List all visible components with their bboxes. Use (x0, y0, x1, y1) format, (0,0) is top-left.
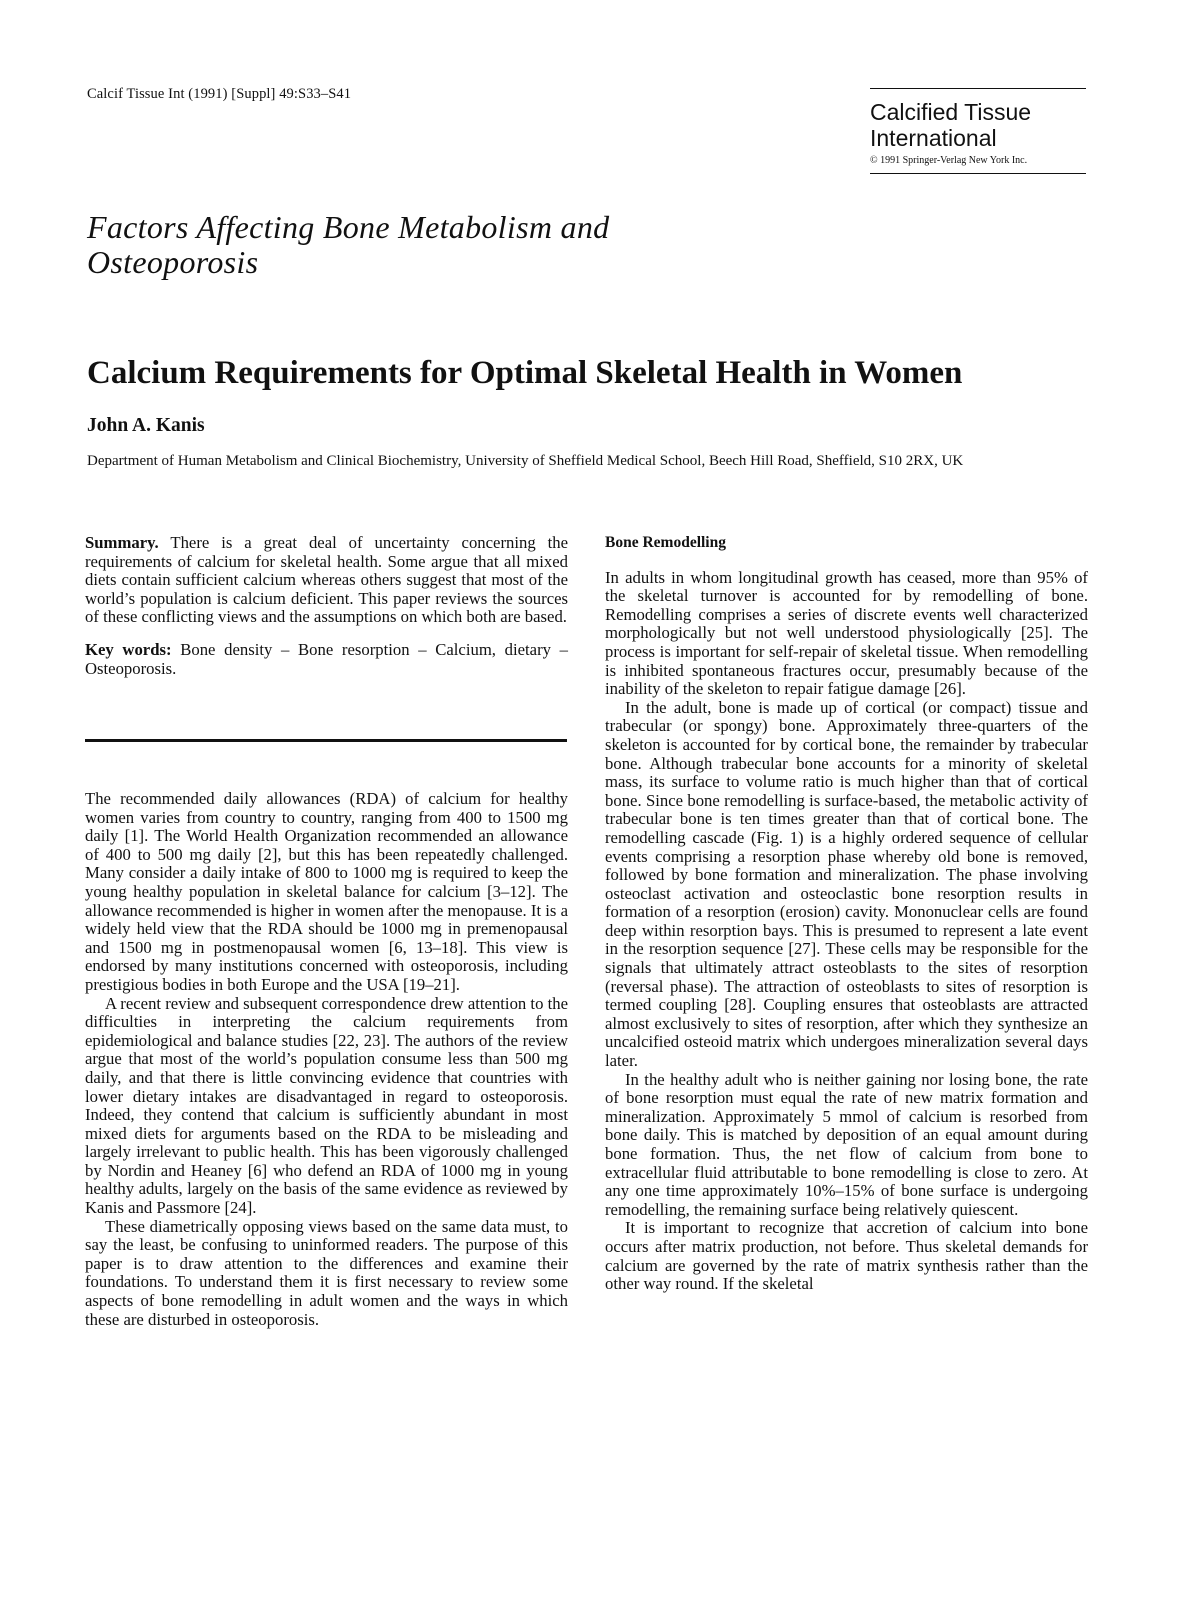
summary-text: There is a great deal of uncertainty concerning the requirements of calcium for skeletal health. Some argue that all mixed diets contain sufficient calcium whereas others suggest that most of the world’s population is calcium deficient. This paper reviews the sources of these conflicting views and the assumptions on which both are based. (85, 533, 569, 627)
body-paragraph: These diametrically opposing views based on the same data must, to say the least, be confusing to uninformed readers. The purpose of this paper is to draw attention to the differences and examine their foundations. To understand them it is first necessary to review some aspects of bone remodelling in adult women and the ways in which these are disturbed in osteoporosis. (85, 1216, 568, 1329)
author-name: John A. Kanis (87, 415, 205, 436)
subsection-heading: Bone Remodelling (605, 534, 726, 551)
section-heading: Factors Affecting Bone Metabolism and Osteoporosis (87, 209, 610, 280)
copyright-notice: © 1991 Springer-Verlag New York Inc. (870, 155, 1028, 166)
summary-paragraph (85, 534, 568, 627)
body-right-column (605, 534, 1088, 1294)
journal-masthead (870, 88, 1086, 174)
body-left-column (85, 790, 568, 1329)
keywords-label: Key words: (85, 639, 172, 659)
author-affiliation: Department of Human Metabolism and Clinical Biochemistry, University of Sheffield Medical School, Beech Hill Road, Sheffield, S10 2RX, UK (87, 453, 964, 469)
article-title: Calcium Requirements for Optimal Skeletal Health in Women (87, 355, 963, 391)
abstract-block (85, 534, 568, 678)
body-paragraph: In adults in whom longitudinal growth has ceased, more than 95% of the skeletal turnover is accounted for by remodelling of bone. Remodelling comprises a series of discrete events well characterized morphologically but not well understood physiologically [25]. The process is important for self-repair of skeletal tissue. When remodelling is inhibited spontaneous fractures occur, presumably because of the inability of the skeleton to repair fatigue damage [26]. (605, 567, 1088, 699)
summary-label: Summary. (85, 533, 159, 552)
keywords-text: Bone density – Bone resorption – Calcium, dietary – Osteoporosis. (85, 639, 568, 678)
body-paragraph: The recommended daily allowances (RDA) of calcium for healthy women varies from country to country, ranging from 400 to 1500 mg daily [1]. The World Health Organization recommended an allowance of 400 to 500 mg daily [2], but this has been repeatedly challenged. Many consider a daily intake of 800 to 1000 mg is required to keep the young healthy population in skeletal balance for calcium [3–12]. The allowance recommended is higher in women after the menopause. It is a widely held view that the RDA should be 1000 mg in premenopausal and 1500 mg in postmenopausal women [6, 13–18]. This view is endorsed by many institutions concerned with osteoporosis, including prestigious bodies in both Europe and the USA [19–21]. (85, 789, 568, 994)
keywords-paragraph (85, 641, 568, 678)
body-paragraph: In the healthy adult who is neither gaining nor losing bone, the rate of bone resorption must equal the rate of new matrix formation and mineralization. Approximately 5 mmol of calcium is resorbed from bone daily. This is matched by deposition of an equal amount during bone formation. Thus, the net flow of calcium from bone to extracellular fluid attributable to bone remodelling is close to zero. At any one time approximately 10%–15% of bone surface is undergoing remodelling, the remaining surface being relatively quiescent. (605, 1069, 1088, 1219)
journal-name: Calcified Tissue International (870, 99, 1032, 151)
body-paragraph: It is important to recognize that accretion of calcium into bone occurs after matrix production, not before. Thus skeletal demands for calcium are governed by the rate of matrix synthesis rather than the other way round. If the skeletal (605, 1218, 1088, 1294)
body-paragraph: A recent review and subsequent correspondence drew attention to the difficulties in interpreting the calcium requirements from epidemiological and balance studies [22, 23]. The authors of the review argue that most of the world’s population consume less than 500 mg daily, and that there is little convincing evidence that countries with lower dietary intakes are disadvantaged in regard to osteoporosis. Indeed, they contend that calcium is sufficiently abundant in most mixed diets for arguments based on the RDA to be misleading and largely irrelevant to public health. This has been vigorously challenged by Nordin and Heaney [6] who defend an RDA of 1000 mg in young healthy adults, largely on the basis of the same evidence as reviewed by Kanis and Passmore [24]. (85, 993, 568, 1218)
abstract-divider (85, 739, 567, 742)
journal-citation: Calcif Tissue Int (1991) [Suppl] 49:S33–S41 (87, 86, 352, 102)
body-paragraph: In the adult, bone is made up of cortical (or compact) tissue and trabecular (or spongy) bone. Approximately three-quarters of the skeleton is accounted for by cortical bone, the remainder by trabecular bone. Although trabecular bone accounts for a minority of skeletal mass, its surface to volume ratio is much higher than that of cortical bone. Since bone remodelling is surface-based, the metabolic activity of trabecular bone is ten times greater than that of cortical bone. The remodelling cascade (Fig. 1) is a highly ordered sequence of cellular events comprising a resorption phase whereby old bone is removed, followed by bone formation and mineralization. The phase involving osteoclast activation and osteoclastic bone resorption results in formation of a resorption (erosion) cavity. Mononuclear cells are found deep within resorption bays. This is presumed to represent a late event in the resorption sequence [27]. These cells may be responsible for the signals that ultimately attract osteoblasts to the sites of resorption (reversal phase). The attraction of osteoblasts to sites of resorption is termed coupling [28]. Coupling ensures that osteoblasts are attracted almost exclusively to sites of resorption, after which they synthesize an uncalcified osteoid matrix which undergoes mineralization several days later. (605, 697, 1088, 1071)
